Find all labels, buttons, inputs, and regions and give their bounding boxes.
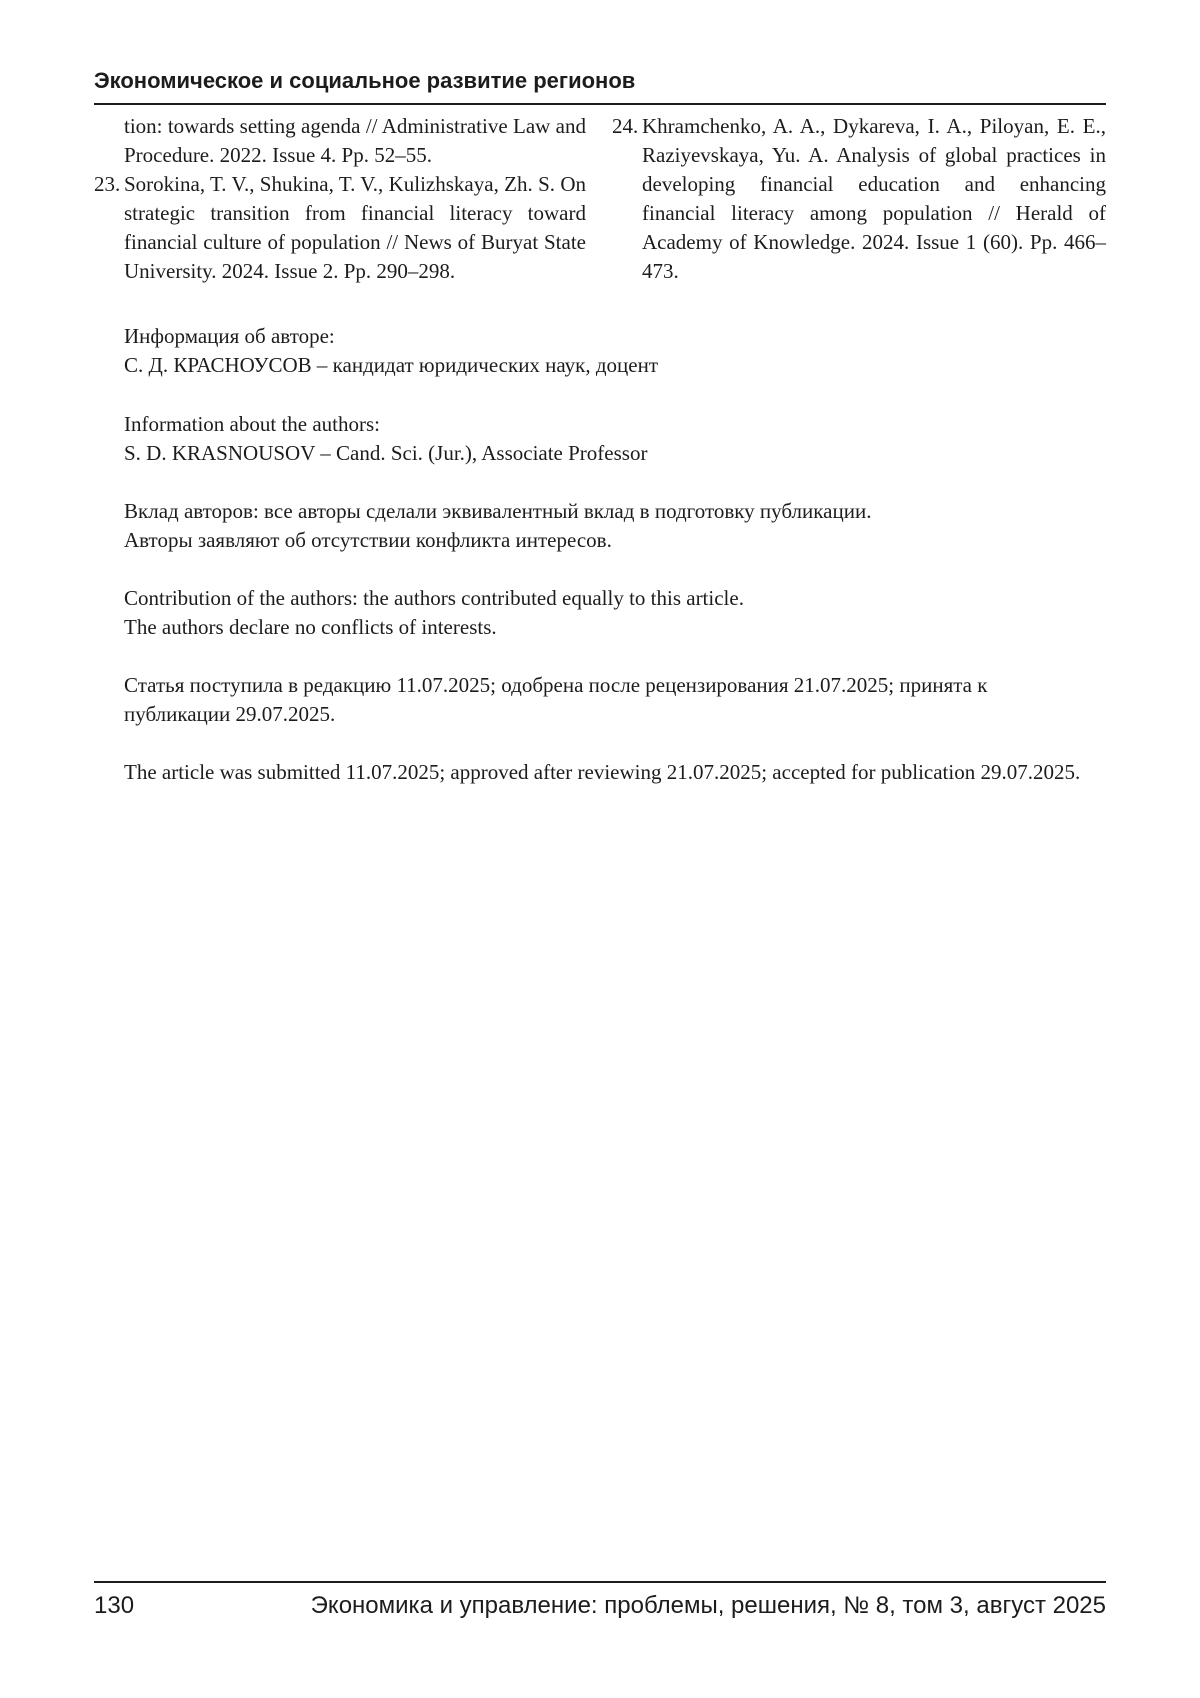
page-number: 130 [94, 1592, 135, 1619]
contribution-ru-line: Вклад авторов: все авторы сделали эквивалентный вклад в подготовку публикации. [124, 499, 872, 523]
reference-item [94, 170, 586, 286]
conflict-en-line: The authors declare no conflicts of interests. [124, 615, 497, 639]
running-footer [94, 1590, 1106, 1622]
running-header: Экономическое и социальное развитие регионов [94, 68, 636, 93]
reference-number: 24. [612, 114, 639, 138]
header-rule [94, 103, 1106, 105]
journal-issue: Экономика и управление: проблемы, решения, № 8, том 3, август 2025 [310, 1592, 1106, 1619]
references-left-column [94, 112, 586, 286]
reference-text: Khramchenko, A. A., Dykareva, I. A., Piloyan, E. E., Raziyevskaya, Yu. A. Analysis of global practices in developing financial education and enhancing financial literacy among population // Herald of Academy of Knowledge. 2024. Issue 1 (60). Pp. 466–473. [642, 114, 1106, 283]
article-dates-ru [124, 671, 1084, 729]
reference-text: tion: towards setting agenda // Administrative Law and Procedure. 2022. Issue 4. Pp. 52–55. [124, 114, 586, 167]
article-dates-en [124, 758, 1084, 787]
author-info-en [124, 410, 1084, 468]
author-info-ru-line: С. Д. КРАСНОУСОВ – кандидат юридических наук, доцент [124, 353, 659, 377]
conflict-ru-line: Авторы заявляют об отсутствии конфликта интересов. [124, 528, 612, 552]
author-info-en-heading: Information about the authors: [124, 412, 381, 436]
reference-item [94, 112, 586, 170]
footer-rule [94, 1581, 1106, 1583]
references-right-column [612, 112, 1106, 286]
article-dates-en-text: The article was submitted 11.07.2025; approved after reviewing 21.07.2025; accepted for publication 29.07.2025. [124, 760, 1081, 784]
contribution-en-line: Contribution of the authors: the authors contributed equally to this article. [124, 586, 744, 610]
reference-number: 23. [94, 172, 121, 196]
contribution-en [124, 584, 1084, 642]
contribution-ru [124, 497, 1084, 555]
author-info-ru-heading: Информация об авторе: [124, 324, 335, 348]
author-info-ru [124, 322, 1084, 380]
reference-item [612, 112, 1106, 286]
article-dates-ru-text: Статья поступила в редакцию 11.07.2025; одобрена после рецензирования 21.07.2025; принята к публикации 29.07.2025. [124, 673, 988, 726]
reference-text: Sorokina, T. V., Shukina, T. V., Kulizhskaya, Zh. S. On strategic transition from financial literacy toward financial culture of population // News of Buryat State University. 2024. Issue 2. Pp. 290–298. [124, 172, 586, 283]
author-info-en-line: S. D. KRASNOUSOV – Cand. Sci. (Jur.), Associate Professor [124, 441, 648, 465]
